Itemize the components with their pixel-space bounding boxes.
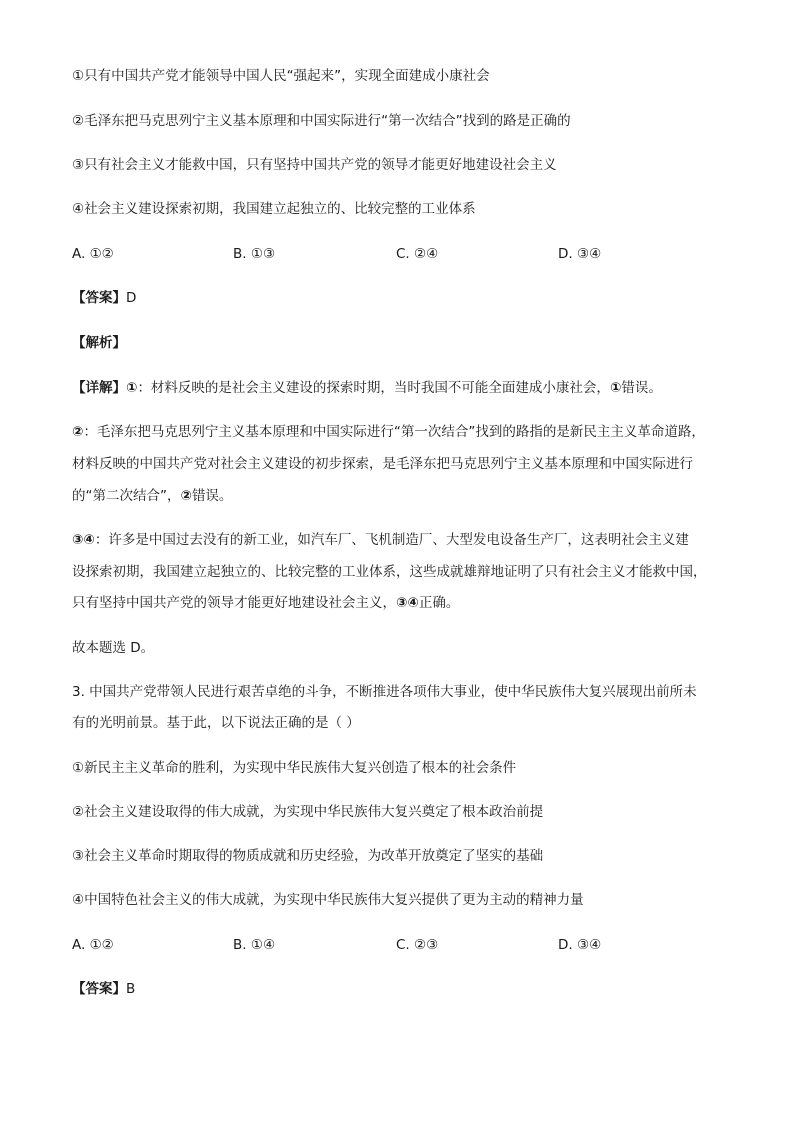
q2-option-d: D. ③④	[558, 246, 602, 262]
detail-2-marker-end: ②	[180, 488, 192, 504]
q2-statement-4: ④社会主义建设探索初期，我国建立起独立的、比较完整的工业体系	[72, 201, 476, 217]
q3-stem-line-2: 有的光明前景。基于此，以下说法正确的是（ ）	[72, 715, 360, 731]
q3-option-b: B. ①④	[233, 937, 276, 953]
conclusion: 故本题选 D。	[72, 640, 155, 656]
q3-option-a: A. ①②	[72, 937, 114, 953]
detail-3-text-3: 只有坚持中国共产党的领导才能更好地建设社会主义，	[72, 595, 396, 611]
detail-2-text-3: 的“第二次结合”，	[72, 488, 181, 504]
q2-option-c: C. ②④	[396, 246, 439, 262]
detail-3-marker: ③④	[72, 532, 95, 548]
q2-statement-1: ①只有中国共产党才能领导中国人民“强起来”，实现全面建成小康社会	[72, 68, 490, 84]
detail-3-line-1	[72, 530, 689, 550]
q3-statement-1: ①新民主主义革命的胜利，为实现中华民族伟大复兴创造了根本的社会条件	[72, 760, 517, 776]
detail-3-marker-end: ③④	[396, 595, 419, 611]
analysis-label: 【解析】	[72, 335, 126, 351]
q3-statement-3: ③社会主义革命时期取得的物质成就和历史经验，为改革开放奠定了坚实的基础	[72, 848, 544, 864]
q2-statement-2: ②毛泽东把马克思列宁主义基本原理和中国实际进行“第一次结合”找到的路是正确的	[72, 113, 571, 129]
detail-2-line-1	[72, 422, 705, 442]
detail-1-text: ：材料反映的是社会主义建设的探索时期，当时我国不可能全面建成小康社会，	[137, 380, 610, 396]
q3-option-d: D. ③④	[558, 937, 602, 953]
q3-answer-value: B	[126, 981, 136, 997]
q3-answer-label: 【答案】	[72, 981, 126, 997]
q2-option-a: A. ①②	[72, 246, 114, 262]
detail-label: 【详解】	[72, 380, 126, 396]
detail-1-marker: ①	[126, 380, 138, 396]
detail-1-marker-end: ①	[609, 380, 622, 396]
q3-stem-line-1: 3. 中国共产党带领人民进行艰苦卓绝的斗争，不断推进各项伟大事业，使中华民族伟大复兴展现出前所未	[72, 684, 697, 700]
detail-2-marker: ②	[72, 424, 84, 440]
answer-value: D	[126, 290, 137, 306]
detail-3-line-3	[72, 593, 459, 613]
q2-statement-3: ③只有社会主义才能救中国，只有坚持中国共产党的领导才能更好地建设社会主义	[72, 157, 557, 173]
detail-2-line-2: 材料反映的中国共产党对社会主义建设的初步探索，是毛泽东把马克思列宁主义基本原理和中国实际进行	[72, 456, 693, 472]
detail-2-text-1: ：毛泽东把马克思列宁主义基本原理和中国实际进行“第一次结合”找到的路指的是新民主主义革命道路，	[83, 424, 705, 440]
q3-statement-2: ②社会主义建设取得的伟大成就，为实现中华民族伟大复兴奠定了根本政治前提	[72, 804, 544, 820]
detail-1-end: 错误。	[621, 380, 662, 396]
detail-2-line-3	[72, 486, 232, 506]
q2-answer	[72, 288, 136, 308]
detail-3-text-1: ：许多是中国过去没有的新工业，如汽车厂、飞机制造厂、大型发电设备生产厂，这表明社会主义建	[94, 532, 689, 548]
answer-label: 【答案】	[72, 290, 126, 306]
detail-1	[72, 378, 662, 398]
detail-3-line-2: 设探索初期，我国建立起独立的、比较完整的工业体系，这些成就雄辩地证明了只有社会主义才能救中国，	[72, 564, 707, 580]
detail-3-end: 正确。	[418, 595, 460, 611]
detail-2-end: 错误。	[191, 488, 233, 504]
q3-option-c: C. ②③	[396, 937, 439, 953]
q3-statement-4: ④中国特色社会主义的伟大成就，为实现中华民族伟大复兴提供了更为主动的精神力量	[72, 892, 584, 908]
q2-option-b: B. ①③	[233, 246, 276, 262]
q3-answer	[72, 979, 135, 999]
